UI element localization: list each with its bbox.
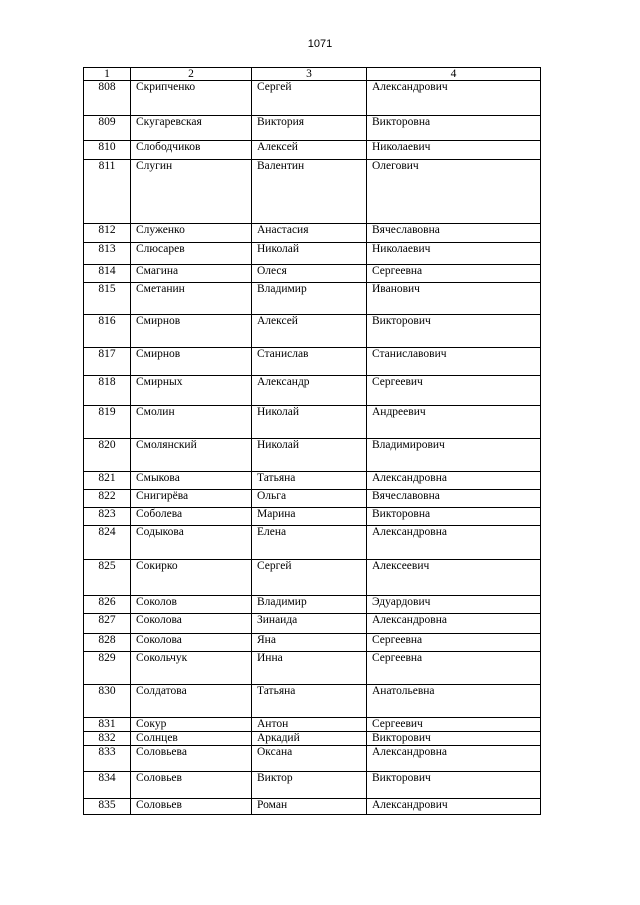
table-row: [84, 283, 541, 315]
last-name: Скрипченко: [131, 81, 252, 116]
first-name: Роман: [252, 799, 367, 815]
patronymic: Станиславович: [367, 348, 541, 376]
table-row: [84, 732, 541, 746]
table-row: [84, 490, 541, 508]
patronymic: Александрович: [367, 799, 541, 815]
last-name: Смолянский: [131, 439, 252, 472]
last-name: Слугин: [131, 160, 252, 224]
last-name: Смолин: [131, 406, 252, 439]
row-number: 830: [84, 685, 131, 718]
patronymic: Вячеславовна: [367, 490, 541, 508]
first-name: Антон: [252, 718, 367, 732]
table-row: [84, 406, 541, 439]
row-number: 831: [84, 718, 131, 732]
table-row: [84, 348, 541, 376]
first-name: Татьяна: [252, 472, 367, 490]
patronymic: Сергеевич: [367, 718, 541, 732]
row-number: 811: [84, 160, 131, 224]
header-cell: 4: [367, 68, 541, 81]
row-number: 824: [84, 526, 131, 560]
header-cell: 3: [252, 68, 367, 81]
table-row: [84, 560, 541, 596]
last-name: Соловьев: [131, 772, 252, 799]
first-name: Александр: [252, 376, 367, 406]
first-name: Сергей: [252, 81, 367, 116]
first-name: Оксана: [252, 746, 367, 772]
last-name: Соколова: [131, 614, 252, 634]
row-number: 818: [84, 376, 131, 406]
table-row: [84, 81, 541, 116]
table-row: [84, 141, 541, 160]
last-name: Сокирко: [131, 560, 252, 596]
patronymic: Николаевич: [367, 243, 541, 265]
patronymic: Александровна: [367, 746, 541, 772]
table-row: [84, 116, 541, 141]
patronymic: Иванович: [367, 283, 541, 315]
last-name: Соловьев: [131, 799, 252, 815]
patronymic: Андреевич: [367, 406, 541, 439]
row-number: 828: [84, 634, 131, 652]
last-name: Смирнов: [131, 315, 252, 348]
first-name: Владимир: [252, 596, 367, 614]
last-name: Соколова: [131, 634, 252, 652]
table-row: [84, 685, 541, 718]
table-row: [84, 243, 541, 265]
table-row: [84, 160, 541, 224]
row-number: 823: [84, 508, 131, 526]
header-cell: 1: [84, 68, 131, 81]
first-name: Алексей: [252, 315, 367, 348]
table-row: [84, 652, 541, 685]
last-name: Сметанин: [131, 283, 252, 315]
row-number: 812: [84, 224, 131, 243]
last-name: Слюсарев: [131, 243, 252, 265]
patronymic: Александровна: [367, 526, 541, 560]
last-name: Слободчиков: [131, 141, 252, 160]
table-header-row: [84, 68, 541, 81]
first-name: Виктор: [252, 772, 367, 799]
patronymic: Эдуардович: [367, 596, 541, 614]
patronymic: Викторовна: [367, 116, 541, 141]
last-name: Соколов: [131, 596, 252, 614]
row-number: 821: [84, 472, 131, 490]
first-name: Татьяна: [252, 685, 367, 718]
last-name: Соболева: [131, 508, 252, 526]
last-name: Сокур: [131, 718, 252, 732]
first-name: Яна: [252, 634, 367, 652]
patronymic: Александровна: [367, 614, 541, 634]
first-name: Николай: [252, 406, 367, 439]
patronymic: Викторовна: [367, 508, 541, 526]
table-row: [84, 508, 541, 526]
names-table: [83, 67, 541, 815]
last-name: Смирнов: [131, 348, 252, 376]
row-number: 829: [84, 652, 131, 685]
page-number: 1071: [307, 38, 333, 50]
row-number: 825: [84, 560, 131, 596]
table-row: [84, 772, 541, 799]
first-name: Елена: [252, 526, 367, 560]
table-row: [84, 634, 541, 652]
row-number: 826: [84, 596, 131, 614]
row-number: 817: [84, 348, 131, 376]
first-name: Алексей: [252, 141, 367, 160]
patronymic: Викторович: [367, 772, 541, 799]
patronymic: Сергеевич: [367, 376, 541, 406]
patronymic: Сергеевна: [367, 652, 541, 685]
last-name: Солдатова: [131, 685, 252, 718]
table-row: [84, 526, 541, 560]
patronymic: Владимирович: [367, 439, 541, 472]
first-name: Олеся: [252, 265, 367, 283]
patronymic: Вячеславовна: [367, 224, 541, 243]
table-row: [84, 315, 541, 348]
table-row: [84, 439, 541, 472]
first-name: Николай: [252, 243, 367, 265]
table-row: [84, 265, 541, 283]
header-cell: 2: [131, 68, 252, 81]
first-name: Марина: [252, 508, 367, 526]
last-name: Снигирёва: [131, 490, 252, 508]
first-name: Анастасия: [252, 224, 367, 243]
last-name: Сокольчук: [131, 652, 252, 685]
row-number: 814: [84, 265, 131, 283]
row-number: 833: [84, 746, 131, 772]
row-number: 822: [84, 490, 131, 508]
first-name: Валентин: [252, 160, 367, 224]
first-name: Инна: [252, 652, 367, 685]
patronymic: Викторович: [367, 732, 541, 746]
first-name: Николай: [252, 439, 367, 472]
first-name: Владимир: [252, 283, 367, 315]
last-name: Соловьева: [131, 746, 252, 772]
patronymic: Сергеевна: [367, 265, 541, 283]
patronymic: Алексеевич: [367, 560, 541, 596]
table-row: [84, 718, 541, 732]
row-number: 820: [84, 439, 131, 472]
row-number: 835: [84, 799, 131, 815]
patronymic: Александрович: [367, 81, 541, 116]
patronymic: Анатольевна: [367, 685, 541, 718]
patronymic: Сергеевна: [367, 634, 541, 652]
table-row: [84, 224, 541, 243]
table-row: [84, 472, 541, 490]
row-number: 816: [84, 315, 131, 348]
row-number: 809: [84, 116, 131, 141]
row-number: 808: [84, 81, 131, 116]
table-row: [84, 596, 541, 614]
row-number: 819: [84, 406, 131, 439]
first-name: Станислав: [252, 348, 367, 376]
first-name: Ольга: [252, 490, 367, 508]
table-body: [84, 68, 541, 815]
patronymic: Викторович: [367, 315, 541, 348]
last-name: Содыкова: [131, 526, 252, 560]
row-number: 810: [84, 141, 131, 160]
last-name: Служенко: [131, 224, 252, 243]
first-name: Виктория: [252, 116, 367, 141]
first-name: Аркадий: [252, 732, 367, 746]
first-name: Сергей: [252, 560, 367, 596]
table-row: [84, 799, 541, 815]
last-name: Смагина: [131, 265, 252, 283]
patronymic: Александровна: [367, 472, 541, 490]
row-number: 834: [84, 772, 131, 799]
table-row: [84, 746, 541, 772]
patronymic: Николаевич: [367, 141, 541, 160]
first-name: Зинаида: [252, 614, 367, 634]
table-row: [84, 614, 541, 634]
row-number: 832: [84, 732, 131, 746]
table-row: [84, 376, 541, 406]
row-number: 813: [84, 243, 131, 265]
last-name: Солнцев: [131, 732, 252, 746]
last-name: Смирных: [131, 376, 252, 406]
last-name: Скугаревская: [131, 116, 252, 141]
patronymic: Олегович: [367, 160, 541, 224]
row-number: 827: [84, 614, 131, 634]
last-name: Смыкова: [131, 472, 252, 490]
row-number: 815: [84, 283, 131, 315]
